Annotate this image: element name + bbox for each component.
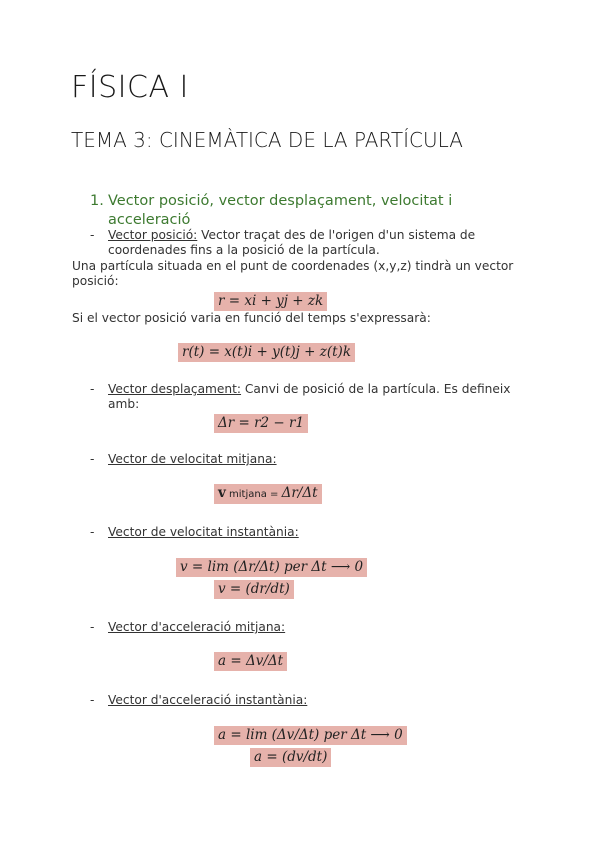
bullet-dash: - [90, 620, 95, 634]
equation-instant-velocity-2: v = (dr/dt) [214, 580, 294, 599]
desplacament-line1 [108, 382, 510, 397]
equation-instant-acceleration-1: a = lim (Δv/Δt) per Δt ⟶ 0 [214, 726, 407, 745]
section-number: 1. [90, 193, 104, 209]
paragraph-line: Si el vector posició varia en funció del temps s'expressarà: [72, 311, 431, 325]
topic-heading: TEMA 3: CINEMÀTICA DE LA PARTÍCULA [71, 128, 463, 152]
paragraph-line: posició: [72, 274, 119, 288]
posicio-text: Vector traçat des de l'origen d'un sistema de [197, 228, 476, 242]
desplacament-label: Vector desplaçament: [108, 382, 242, 396]
acc-inst-label: Vector d'acceleració instantània: [108, 693, 308, 707]
posicio-line1 [108, 228, 475, 243]
equation-mean-acceleration: a = Δv/Δt [214, 652, 287, 671]
paragraph-line: Una partícula situada en el punt de coordenades (x,y,z) tindrà un vector [72, 259, 514, 273]
bullet-dash: - [90, 228, 95, 242]
equation-instant-acceleration-2: a = (dv/dt) [250, 748, 331, 767]
desplacament-text: Canvi de posició de la partícula. Es defineix [241, 382, 511, 396]
posicio-line2: coordenades fins a la posició de la partícula. [108, 243, 380, 257]
velocity-expr: Δr/Δt [281, 485, 318, 501]
bullet-dash: - [90, 452, 95, 466]
bullet-dash: - [90, 382, 95, 396]
vel-mitjana-label: Vector de velocitat mitjana: [108, 452, 277, 466]
equation-mean-velocity [214, 484, 322, 504]
posicio-label: Vector posició: [108, 228, 198, 242]
velocity-symbol: v [218, 485, 226, 501]
vel-inst-label: Vector de velocitat instantània: [108, 525, 299, 539]
equation-position-time: r(t) = x(t)i + y(t)j + z(t)k [178, 343, 355, 362]
bullet-dash: - [90, 693, 95, 707]
desplacament-line2: amb: [108, 397, 140, 411]
equation-position: r = xi + yj + zk [214, 292, 327, 311]
section-title: Vector posició, vector desplaçament, velocitat i acceleració [108, 193, 453, 228]
equation-instant-velocity-1: v = lim (Δr/Δt) per Δt ⟶ 0 [176, 558, 367, 577]
bullet-dash: - [90, 525, 95, 539]
velocity-subscript: mitjana = [225, 489, 282, 500]
equation-displacement: Δr = r2 − r1 [214, 414, 308, 433]
acc-mitjana-label: Vector d'acceleració mitjana: [108, 620, 286, 634]
document-title: FÍSICA I [71, 70, 189, 105]
